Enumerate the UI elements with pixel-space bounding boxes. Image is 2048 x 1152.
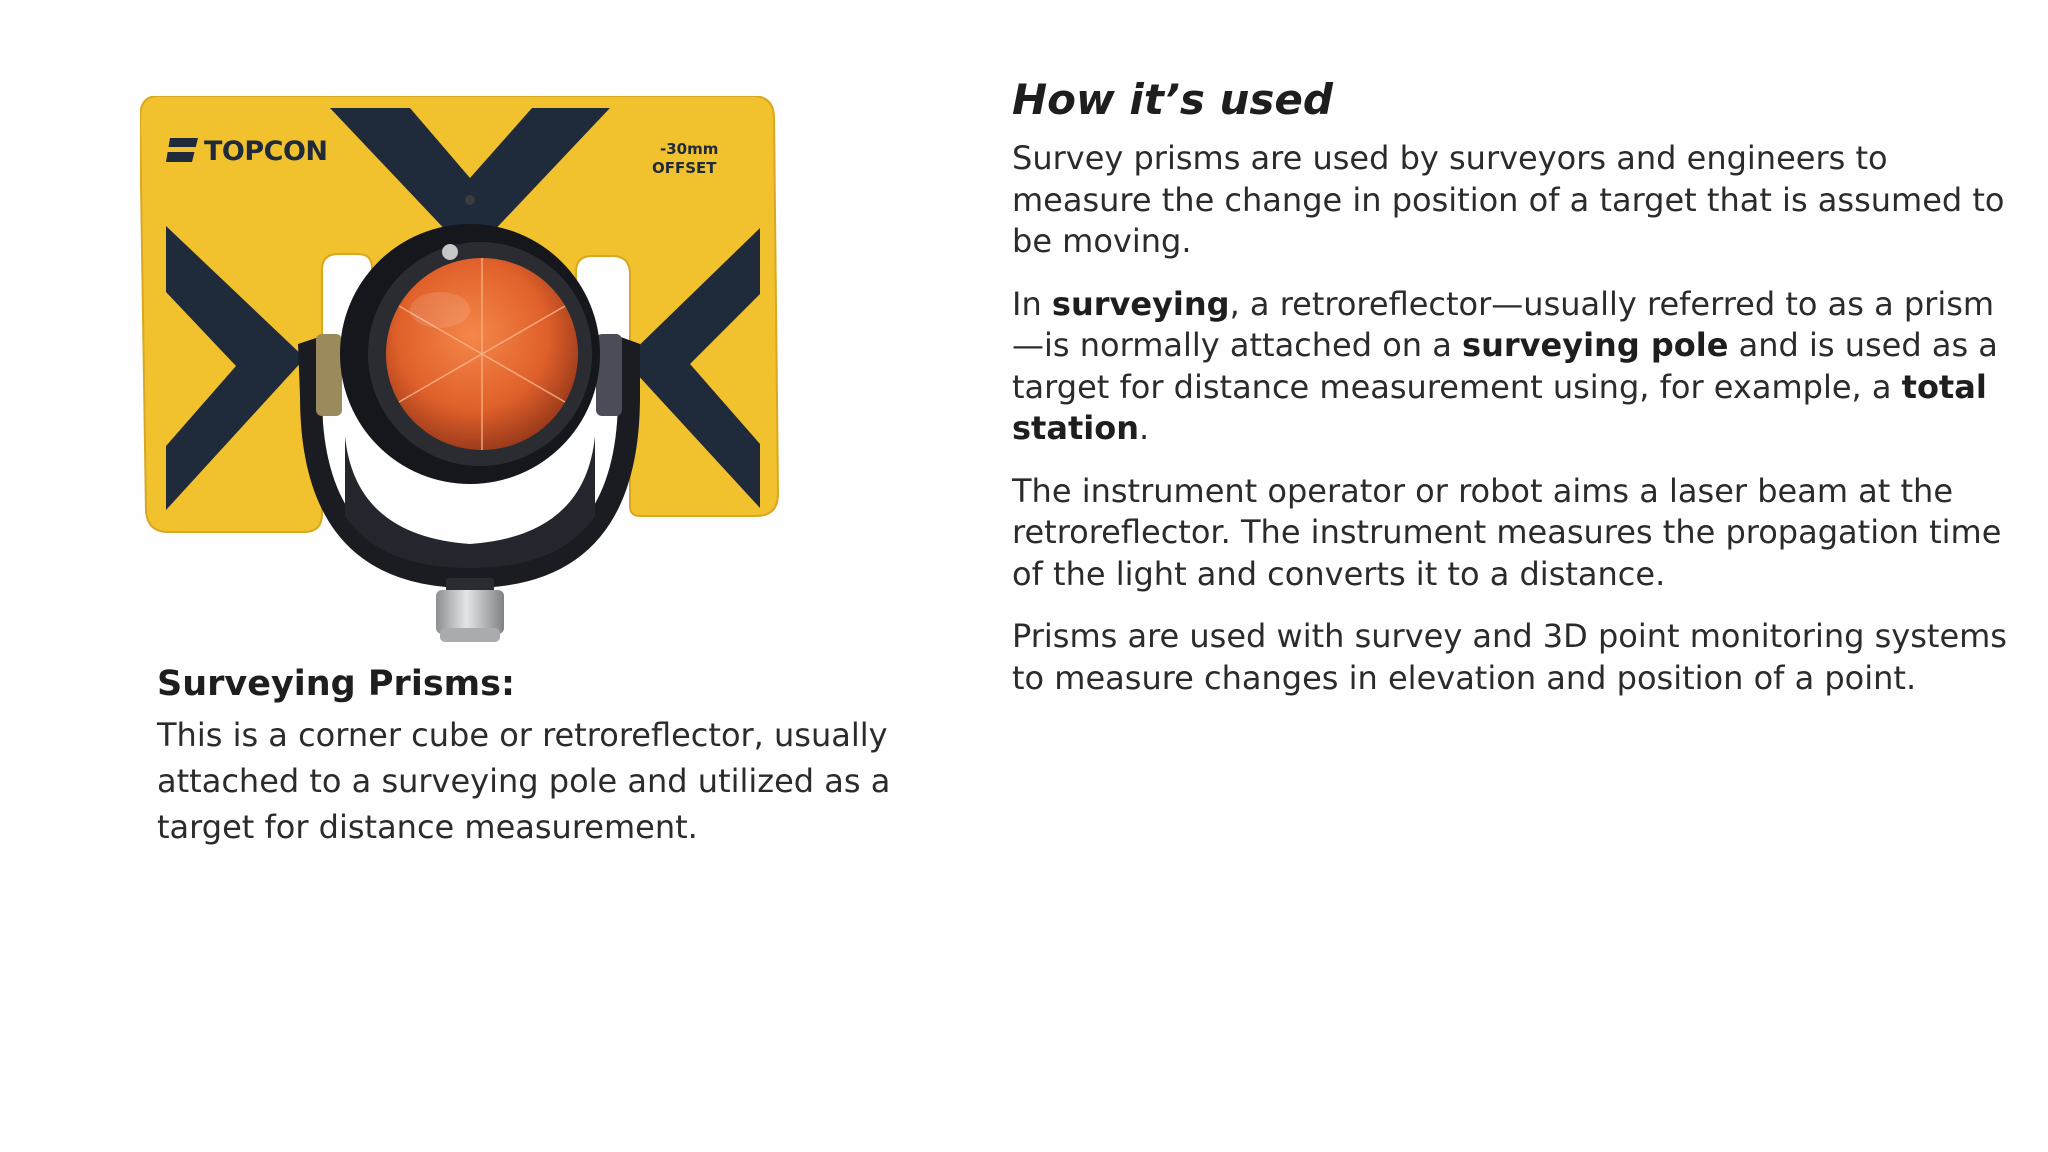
caption-body: This is a corner cube or retroreflector, usually attached to a surveying pole and utilized as a target for distance measurement. bbox=[157, 716, 891, 846]
p2-bold-surveying: surveying bbox=[1051, 284, 1230, 323]
usage-paragraph-1: Survey prisms are used by surveyors and engineers to measure the change in position of a target that is assumed to be moving. bbox=[1012, 139, 2005, 260]
brand-label: TOPCON bbox=[204, 136, 328, 167]
usage-heading: How it’s used bbox=[1012, 75, 1333, 124]
survey-prism-image bbox=[140, 96, 800, 656]
p2-bold-surveying-pole: surveying pole bbox=[1462, 326, 1729, 364]
p2-bold-total-station: total station bbox=[1012, 367, 1987, 447]
p2-text-3: and is used as a target for distance measurement using, for example, a bbox=[1012, 326, 1998, 406]
offset-value: -30mm bbox=[660, 140, 719, 158]
usage-paragraph-3: The instrument operator or robot aims a laser beam at the retroreflector. The instrument measures the propagation time of the light and converts it to a distance. bbox=[1012, 471, 2002, 593]
usage-paragraph-4: Prisms are used with survey and 3D point monitoring systems to measure changes in elevation and position of a point. bbox=[1012, 617, 2007, 697]
mount-adapter bbox=[436, 590, 504, 634]
p2-text-2: , a retroreflector—usually referred to as a prism—is normally attached on a bbox=[1012, 284, 1995, 364]
caption-title: Surveying Prisms: bbox=[157, 664, 515, 704]
prism-caption bbox=[157, 662, 897, 850]
p2-text-4: . bbox=[1138, 409, 1150, 447]
offset-label: OFFSET bbox=[652, 159, 717, 177]
p2-text-1: In bbox=[1012, 284, 1052, 323]
usage-section bbox=[1012, 74, 2012, 720]
usage-paragraph-2 bbox=[1012, 284, 2012, 450]
